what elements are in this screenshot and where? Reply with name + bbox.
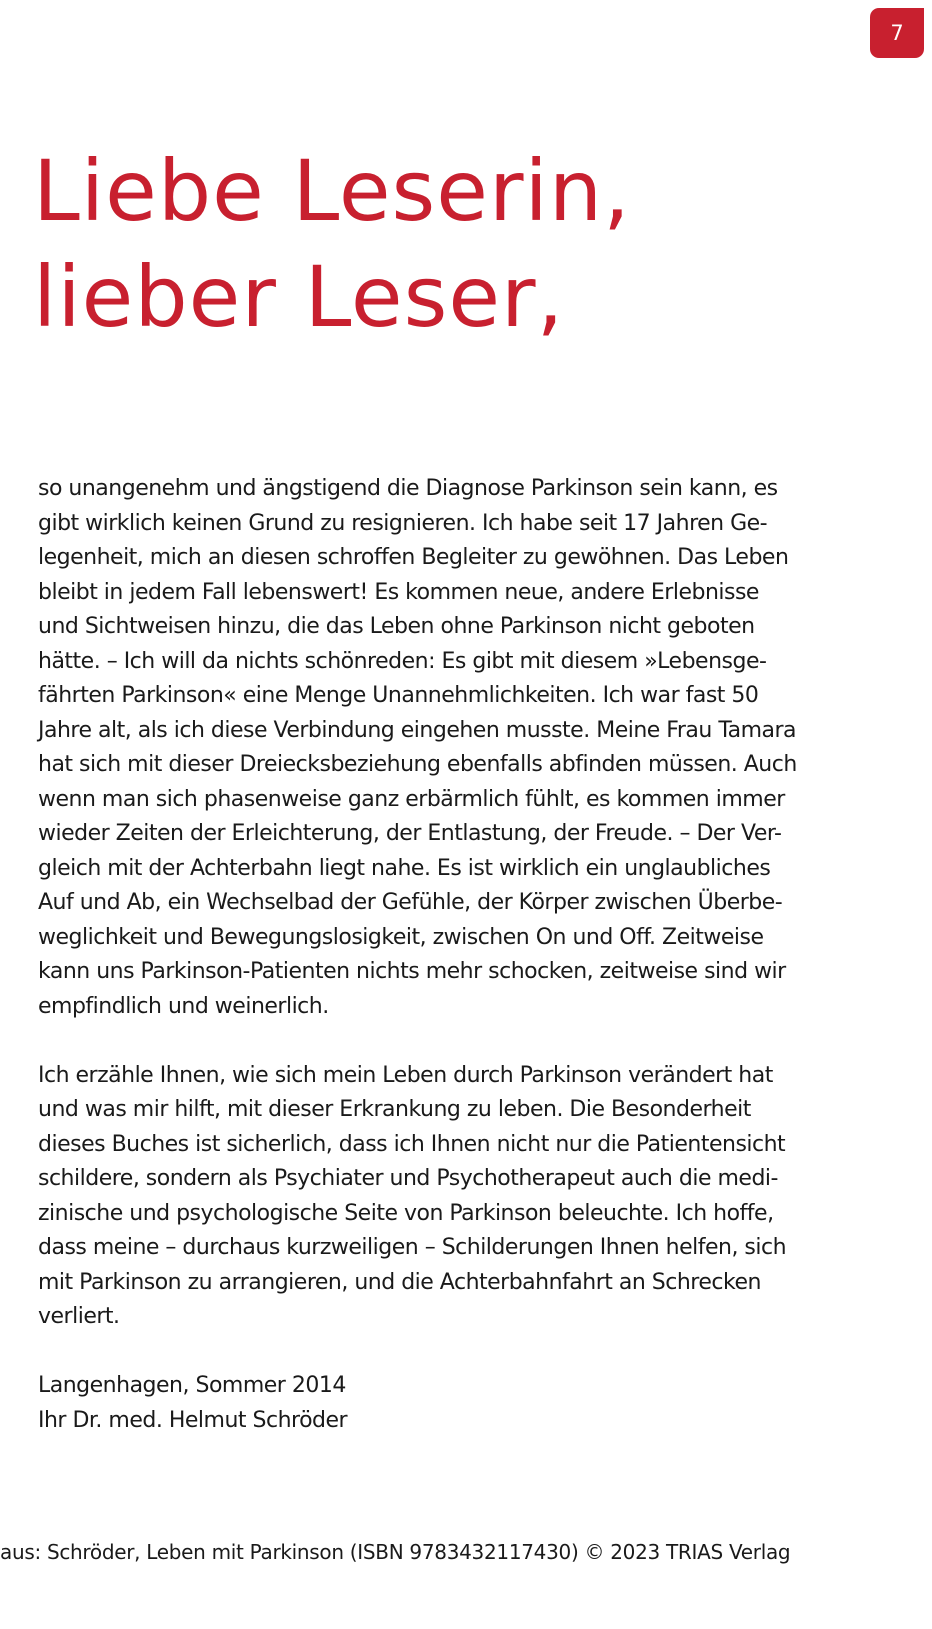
- paragraph-1: [38, 472, 898, 1024]
- title-line-2: lieber Leser,: [33, 248, 565, 346]
- text-line: Jahre alt, als ich diese Verbindung eingehen musste. Meine Frau Tamara: [38, 717, 797, 743]
- text-line: legenheit, mich an diesen schroffen Begleiter zu gewöhnen. Das Leben: [38, 545, 789, 570]
- paragraph-gap: [38, 1335, 898, 1370]
- text-line: bleibt in jedem Fall lebenswert! Es kommen neue, andere Erlebnisse: [38, 579, 759, 605]
- text-line: dass meine – durchaus kurzweiligen – Schilderungen Ihnen helfen, sich: [38, 1235, 787, 1260]
- text-line: dieses Buches ist sicherlich, dass ich Ihnen nicht nur die Patientensicht: [38, 1131, 786, 1157]
- text-line: gleich mit der Achterbahn liegt nahe. Es ist wirklich ein unglaubliches: [38, 855, 771, 881]
- text-line: verliert.: [38, 1304, 120, 1329]
- text-line: Auf und Ab, ein Wechselbad der Gefühle, der Körper zwischen Überbe-: [38, 890, 783, 915]
- title-line-1: Liebe Leserin,: [33, 142, 631, 240]
- paragraph-2: [38, 1059, 898, 1335]
- text-line: Ich erzähle Ihnen, wie sich mein Leben durch Parkinson verändert hat: [38, 1062, 773, 1088]
- text-line: so unangenehm und ängstigend die Diagnose Parkinson sein kann, es: [38, 476, 778, 501]
- page-number-badge: 7: [870, 8, 924, 58]
- text-line: hat sich mit dieser Dreiecksbeziehung ebenfalls abfinden müssen. Auch: [38, 752, 797, 777]
- body-text: [38, 472, 898, 1438]
- text-line: und Sichtweisen hinzu, die das Leben ohne Parkinson nicht geboten: [38, 614, 755, 639]
- text-line: empfindlich und weinerlich.: [38, 993, 329, 1019]
- text-line: zinische und psychologische Seite von Parkinson beleuchte. Ich hoffe,: [38, 1200, 774, 1226]
- text-line: weglichkeit und Bewegungslosigkeit, zwischen On und Off. Zeitweise: [38, 924, 764, 950]
- signature-author: Ihr Dr. med. Helmut Schröder: [38, 1407, 348, 1433]
- paragraph-gap: [38, 1024, 898, 1059]
- text-line: wieder Zeiten der Erleichterung, der Entlastung, der Freude. – Der Ver-: [38, 821, 782, 846]
- source-footer: aus: Schröder, Leben mit Parkinson (ISBN 9783432117430) © 2023 TRIAS Verlag: [0, 1540, 791, 1564]
- page-title: [33, 138, 631, 350]
- text-line: kann uns Parkinson-Patienten nichts mehr schocken, zeitweise sind wir: [38, 959, 786, 984]
- text-line: fährten Parkinson« eine Menge Unannehmlichkeiten. Ich war fast 50: [38, 683, 759, 708]
- signature-place-date: Langenhagen, Sommer 2014: [38, 1373, 346, 1398]
- text-line: mit Parkinson zu arrangieren, und die Achterbahnfahrt an Schrecken: [38, 1269, 761, 1295]
- text-line: wenn man sich phasenweise ganz erbärmlich fühlt, es kommen immer: [38, 786, 785, 812]
- text-line: hätte. – Ich will da nichts schönreden: Es gibt mit diesem »Lebensge-: [38, 648, 767, 674]
- text-line: schildere, sondern als Psychiater und Psychotherapeut auch die medi-: [38, 1166, 778, 1191]
- signature-block: [38, 1369, 898, 1438]
- text-line: und was mir hilft, mit dieser Erkrankung zu leben. Die Besonderheit: [38, 1097, 751, 1122]
- text-line: gibt wirklich keinen Grund zu resignieren. Ich habe seit 17 Jahren Ge-: [38, 510, 768, 536]
